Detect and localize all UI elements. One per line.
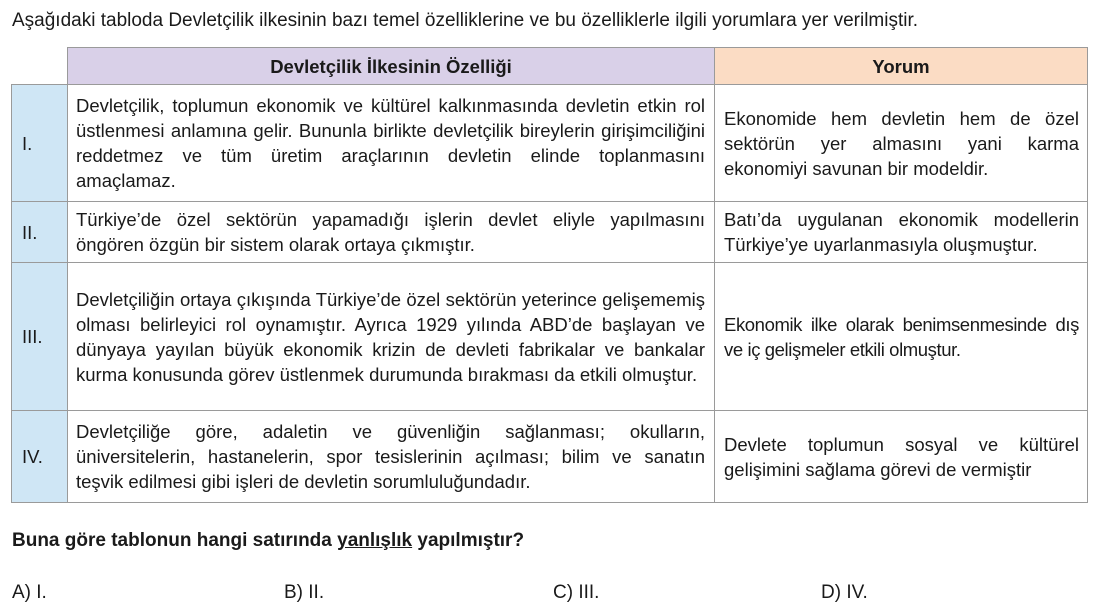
option-b[interactable]: B) II.: [284, 582, 325, 603]
ozellik-cell: Devletçilik, toplumun ekonomik ve kültürel kalkınmasında devletin etkin rol üstlenmesi anlamına gelir. Bununla birlikte devletçilik bireylerin girişimciliğini reddetmez ve tüm üretim araçlarının devletin elinde toplanmasını amaçlamaz.: [68, 85, 715, 202]
question-text: [12, 529, 524, 553]
row-number: IV.: [12, 411, 68, 503]
table-corner-cell: [12, 48, 68, 85]
table-row: [12, 411, 1088, 503]
table-header-row: [12, 48, 1088, 85]
yorum-cell: Ekonomide hem devletin hem de özel sektörün yer almasını yani karma ekonomiyi savunan bir modeldir.: [715, 85, 1088, 202]
header-yorum: Yorum: [715, 48, 1088, 85]
ozellik-cell: Devletçiliğe göre, adaletin ve güvenliğin sağlanması; okulların, üniversitelerin, hastanelerin, spor tesislerinin açılması; bilim ve sanatın teşvik edilmesi gibi işleri de devletin sorumluluğundadır.: [68, 411, 715, 503]
option-c[interactable]: C) III.: [553, 582, 600, 603]
yorum-cell: Devlete toplumun sosyal ve kültürel gelişimini sağlama görevi de vermiştir: [715, 411, 1088, 503]
intro-text: Aşağıdaki tabloda Devletçilik ilkesinin bazı temel özelliklerine ve bu özelliklerle ilgili yorumlara yer verilmiştir.: [12, 10, 919, 31]
question-text-after: yapılmıştır?: [412, 530, 525, 551]
ozellik-cell: Türkiye’de özel sektörün yapamadığı işlerin devlet eliyle yapılmasını öngören özgün bir sistem olarak ortaya çıkmıştır.: [68, 202, 715, 263]
option-d[interactable]: D) IV.: [821, 582, 868, 603]
row-number: III.: [12, 263, 68, 411]
question-text-before: Buna göre tablonun hangi satırında: [12, 530, 338, 551]
question-table: [11, 47, 1088, 503]
question-underlined-word: yanlışlık: [337, 530, 413, 551]
header-ozellik: Devletçilik İlkesinin Özelliği: [68, 48, 715, 85]
yorum-cell: Batı’da uygulanan ekonomik modellerin Türkiye’ye uyarlanmasıyla oluşmuştur.: [715, 202, 1088, 263]
table-row: [12, 85, 1088, 202]
table-row: [12, 263, 1088, 411]
yorum-cell: Ekonomik ilke olarak benimsenmesinde dış ve iç gelişmeler etkili olmuştur.: [715, 263, 1088, 411]
table-row: [12, 202, 1088, 263]
row-number: II.: [12, 202, 68, 263]
row-number: I.: [12, 85, 68, 202]
ozellik-cell: Devletçiliğin ortaya çıkışında Türkiye’de özel sektörün yeterince gelişememiş olması belirleyici rol oynamıştır. Ayrıca 1929 yılında ABD’de başlayan ve dünyaya yayılan büyük ekonomik krizin de devleti fabrikalar ve bankalar kurma konusunda görev üstlenmek durumunda bırakması da etkili olmuştur.: [68, 263, 715, 411]
option-a[interactable]: A) I.: [12, 582, 47, 603]
